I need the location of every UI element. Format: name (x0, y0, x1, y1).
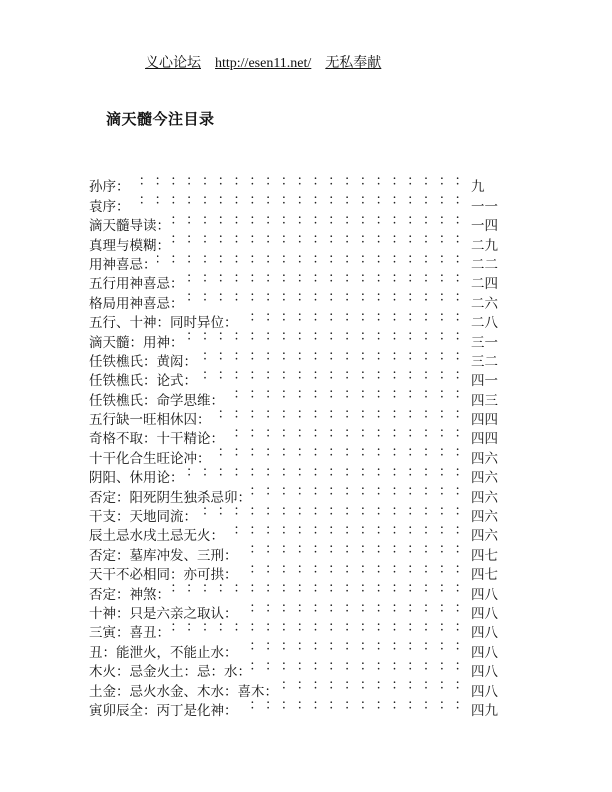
toc-entry-page: 四六 (471, 509, 498, 526)
toc-entry-page: 四七 (471, 567, 498, 584)
toc-entry-page: 三二 (471, 353, 498, 370)
toc-entry-page: 四一 (471, 373, 498, 390)
toc-entry-label: 三寅：喜丑： (89, 625, 170, 642)
toc-entry-page: 四七 (471, 547, 498, 564)
toc-entry-page: 四四 (471, 431, 498, 448)
toc-entry-page: 二八 (471, 315, 498, 332)
toc-entry-label: 否定：墓库冲发、三刑： (89, 547, 238, 564)
toc-entry-page: 四八 (471, 644, 498, 661)
toc-entry-page: 四四 (471, 412, 498, 429)
toc-entry-page: 四六 (471, 470, 498, 487)
toc-entry-label: 任铁樵氏：命学思维： (89, 392, 224, 409)
dot-leader (184, 327, 470, 346)
toc-entry-label: 天干不必相同：亦可拱： (89, 567, 238, 584)
toc-entry-page: 四三 (471, 392, 498, 409)
dot-leader (251, 482, 469, 501)
toc-entry-label: 否定：神煞： (89, 586, 170, 603)
toc-entry-page: 二六 (471, 295, 498, 312)
toc-entry-page: 三一 (471, 334, 498, 351)
toc-entry-page: 一一 (471, 198, 498, 215)
dot-leader (157, 250, 470, 269)
toc-entry-label: 木火：忌金火土：忌：水： (89, 664, 251, 681)
toc-entry-page: 一四 (471, 218, 498, 235)
toc-entry-label: 否定：阳死阴生独杀忌卯： (89, 489, 251, 506)
toc-entry-page: 二二 (471, 256, 498, 273)
toc-entry-page: 四八 (471, 664, 498, 681)
toc-entry-label: 任铁樵氏：黄闳： (89, 353, 197, 370)
toc-entry-label: 滴天髓：用神： (89, 334, 184, 351)
toc-entry-label: 十干化合生旺论冲： (89, 450, 211, 467)
toc-entry-page: 二四 (471, 276, 498, 293)
dot-leader (184, 463, 470, 482)
dot-leader (197, 347, 469, 366)
dot-leader (278, 676, 469, 695)
dot-leader (211, 443, 470, 462)
toc-entry-label: 任铁樵氏：论式： (89, 373, 197, 390)
toc-entry-label: 丑：能泄火，不能止水： (89, 644, 238, 661)
header-slogan: 无私奉献 (325, 56, 382, 71)
forum-url[interactable]: http://esen11.net/ (215, 56, 312, 71)
toc-entry-page: 四六 (471, 528, 498, 545)
dot-leader (184, 269, 470, 288)
dot-leader (211, 405, 470, 424)
table-of-contents (89, 172, 498, 719)
toc-entry-page: 九 (471, 179, 485, 196)
toc-entry-label: 阴阳、休用论： (89, 470, 184, 487)
toc-title: 滴天髓今注目录 (106, 110, 215, 128)
dot-leader (170, 211, 469, 230)
dot-leader (130, 172, 470, 191)
toc-entry-label: 孙序： (89, 179, 130, 196)
dot-leader (238, 308, 470, 327)
toc-entry-page: 四九 (471, 702, 498, 719)
dot-leader (224, 385, 469, 404)
toc-entry-label: 寅卯辰全：丙丁是化神： (89, 702, 238, 719)
dot-leader (238, 540, 470, 559)
dot-leader (170, 230, 469, 249)
dot-leader (224, 521, 469, 540)
dot-leader (184, 288, 470, 307)
toc-entry-label: 五行、十神：同时异位： (89, 315, 238, 332)
dot-leader (238, 599, 470, 618)
toc-entry-page: 四六 (471, 489, 498, 506)
page-header (145, 52, 381, 72)
dot-leader (130, 191, 470, 210)
toc-entry-page: 四八 (471, 605, 498, 622)
toc-entry-label: 袁序： (89, 198, 130, 215)
toc-entry-page: 二九 (471, 237, 498, 254)
toc-entry[interactable] (89, 172, 497, 196)
dot-leader (197, 366, 469, 385)
toc-entry-label: 用神喜忌： (89, 256, 157, 273)
dot-leader (170, 579, 469, 598)
dot-leader (197, 502, 469, 521)
toc-entry[interactable] (89, 191, 498, 215)
toc-entry-label: 格局用神喜忌： (89, 295, 184, 312)
dot-leader (238, 637, 470, 656)
toc-entry-label: 五行用神喜忌： (89, 276, 184, 293)
toc-entry-label: 辰土忌水戌土忌无火： (89, 528, 224, 545)
dot-leader (170, 618, 469, 637)
dot-leader (224, 424, 469, 443)
toc-entry-label: 十神：只是六亲之取认： (89, 605, 238, 622)
toc-entry-label: 真理与模糊： (89, 237, 170, 254)
toc-entry-page: 四八 (471, 625, 498, 642)
dot-leader (238, 696, 470, 715)
toc-entry-label: 五行缺一旺相休囚： (89, 412, 211, 429)
toc-entry-label: 滴天髓导读： (89, 218, 170, 235)
toc-entry-label: 奇格不取：十干精论： (89, 431, 224, 448)
toc-entry-page: 四八 (471, 586, 498, 603)
toc-entry-label: 干支：天地同流： (89, 509, 197, 526)
toc-entry-label: 土金：忌火水金、木水：喜木： (89, 683, 278, 700)
toc-entry-page: 四六 (471, 450, 498, 467)
dot-leader (238, 560, 470, 579)
toc-entry[interactable] (89, 211, 498, 235)
dot-leader (251, 657, 469, 676)
toc-entry-page: 四八 (471, 683, 498, 700)
forum-name: 义心论坛 (145, 56, 201, 71)
